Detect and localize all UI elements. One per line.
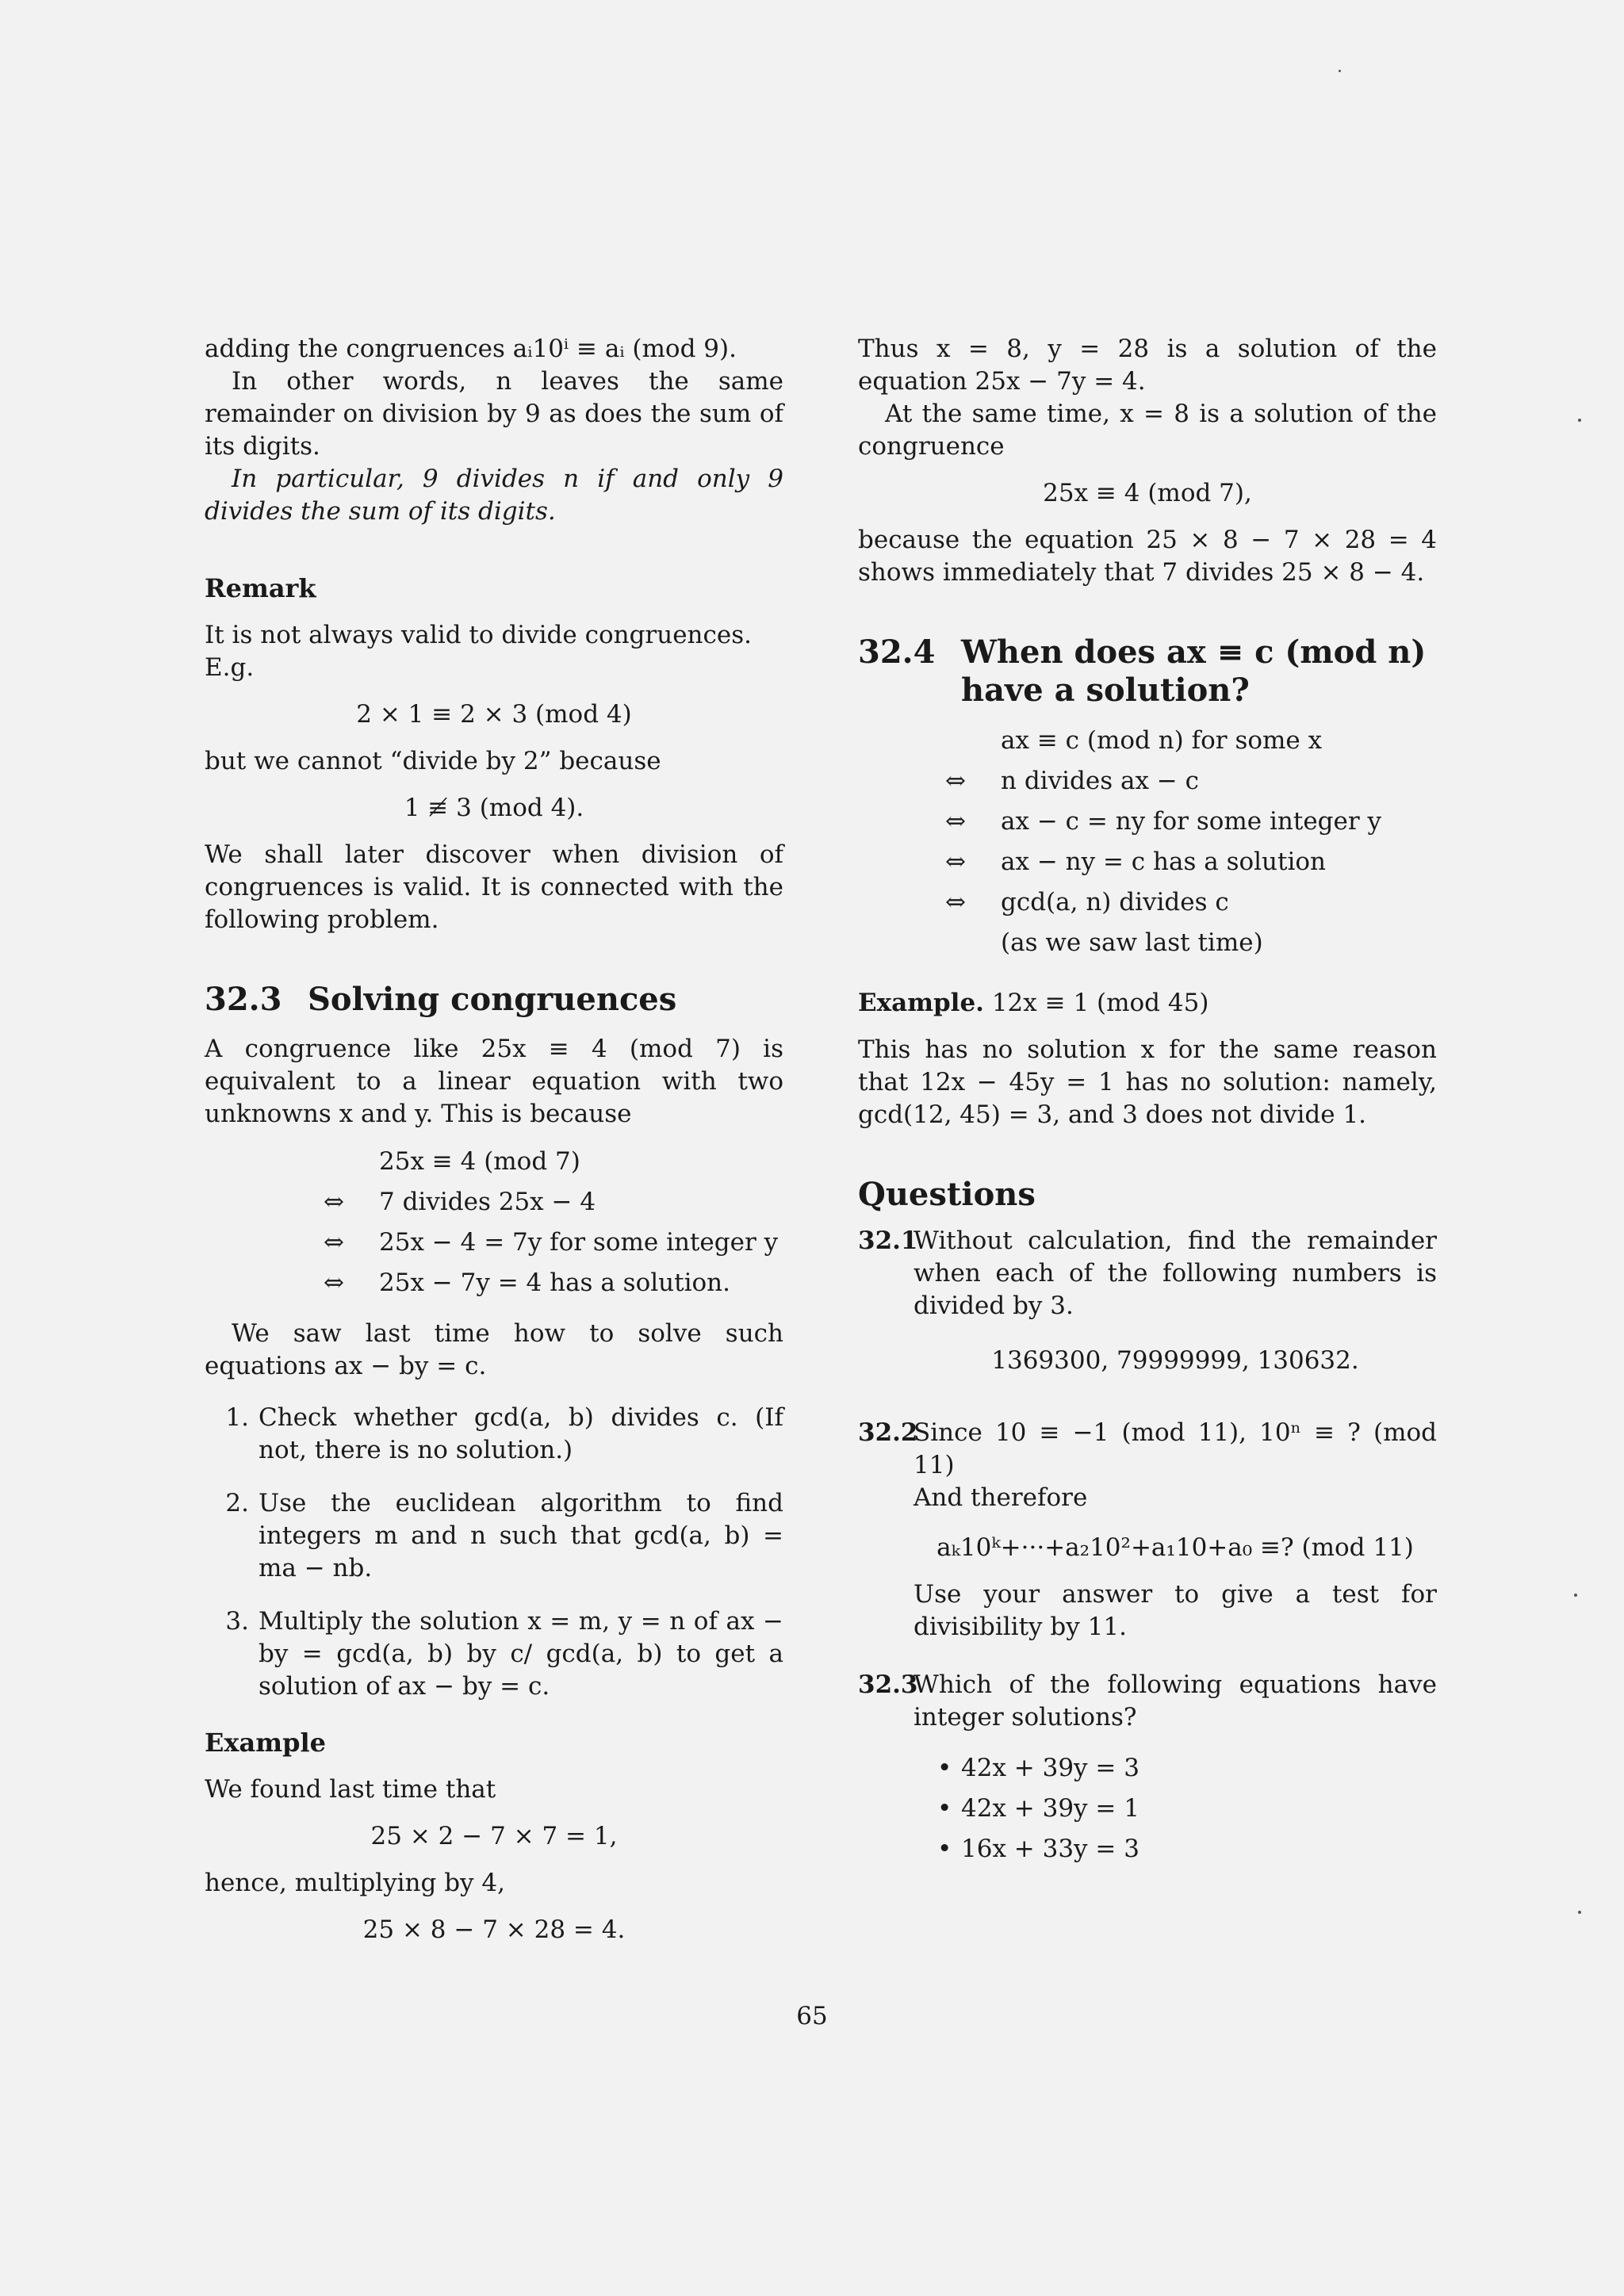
chain-row bbox=[945, 761, 1437, 802]
paragraph-solution: Thus x = 8, y = 28 is a solution of the equation 25x − 7y = 4. bbox=[858, 335, 1437, 396]
steps-list bbox=[205, 1402, 783, 1703]
equation-item: 16x + 33y = 3 bbox=[961, 1835, 1139, 1863]
chain-row bbox=[945, 923, 1437, 963]
left-column bbox=[205, 333, 783, 1961]
remark-equation-1: 2 × 1 ≡ 2 × 3 (mod 4) bbox=[356, 700, 632, 729]
example-text: We found last time that bbox=[205, 1775, 496, 1804]
question-and-therefore: And therefore bbox=[914, 1483, 1088, 1512]
question-number: 32.1 bbox=[858, 1226, 918, 1255]
remark-but: but we cannot “divide by 2” because bbox=[205, 747, 661, 775]
remark-later: We shall later discover when division of congruences is valid. It is connected with the following problem. bbox=[205, 840, 783, 934]
section-number: 32.3 bbox=[205, 981, 282, 1018]
chain-item: 25x ≡ 4 (mod 7) bbox=[379, 1147, 580, 1176]
chain-item: ax ≡ c (mod n) for some x bbox=[1001, 726, 1323, 755]
remark-equation-2: 1 ≢ 3 (mod 4). bbox=[404, 794, 584, 822]
equation-list bbox=[937, 1748, 1437, 1869]
list-item bbox=[205, 1605, 783, 1703]
question-text: Without calculation, find the remainder when each of the following numbers is divided by 3. bbox=[914, 1226, 1437, 1320]
step-number: 2. bbox=[225, 1489, 249, 1517]
section-heading-32-4 bbox=[858, 633, 1437, 710]
iff-arrow-icon: ⇔ bbox=[324, 1228, 344, 1257]
saw-last-time: We saw last time how to solve such equations ax − by = c. bbox=[205, 1319, 783, 1380]
equivalence-chain bbox=[324, 1142, 783, 1303]
question-32-3 bbox=[858, 1669, 1437, 1734]
chain-item: gcd(a, n) divides c bbox=[1001, 888, 1229, 916]
example-heading: Example bbox=[205, 1728, 326, 1758]
list-item bbox=[205, 1402, 783, 1467]
question-text: Since 10 ≡ −1 (mod 11), 10ⁿ ≡ ? (mod 11) bbox=[914, 1418, 1437, 1479]
equation-item: 42x + 39y = 3 bbox=[961, 1754, 1139, 1782]
paragraph-remainder: In other words, n leaves the same remainder on division by 9 as does the sum of its digits. bbox=[205, 367, 783, 461]
section-title: When does ax ≡ c (mod n) have a solution? bbox=[961, 633, 1427, 709]
questions-heading: Questions bbox=[858, 1176, 1036, 1213]
chain-item: 25x − 7y = 4 has a solution. bbox=[379, 1269, 730, 1297]
scan-speck bbox=[1578, 1911, 1581, 1914]
iff-arrow-icon: ⇔ bbox=[945, 848, 966, 876]
scan-speck bbox=[1339, 70, 1341, 72]
bullet-icon: • bbox=[937, 1754, 952, 1782]
question-number: 32.3 bbox=[858, 1670, 918, 1699]
chain-row bbox=[945, 721, 1437, 761]
question-use: Use your answer to give a test for divisibility by 11. bbox=[914, 1580, 1437, 1641]
chain-row bbox=[945, 802, 1437, 842]
chain-item: 7 divides 25x − 4 bbox=[379, 1188, 596, 1216]
question-32-2 bbox=[858, 1417, 1437, 1644]
iff-arrow-icon: ⇔ bbox=[324, 1188, 344, 1216]
question-equation: aₖ10ᵏ+···+a₂10²+a₁10+a₀ ≡? (mod 11) bbox=[936, 1533, 1414, 1562]
bullet-icon: • bbox=[937, 1794, 952, 1823]
chain-item: ax − c = ny for some integer y bbox=[1001, 807, 1382, 836]
question-text: Which of the following equations have integer solutions? bbox=[914, 1670, 1437, 1732]
example-line bbox=[858, 987, 1437, 1020]
example-equation: 12x ≡ 1 (mod 45) bbox=[991, 989, 1209, 1017]
iff-arrow-icon: ⇔ bbox=[945, 767, 966, 795]
equation-item: 42x + 39y = 1 bbox=[961, 1794, 1139, 1823]
scan-speck bbox=[1574, 1594, 1577, 1597]
paragraph-same-time: At the same time, x = 8 is a solution of the congruence bbox=[858, 400, 1437, 461]
right-column bbox=[858, 333, 1437, 1869]
chain-row bbox=[324, 1142, 783, 1182]
remark-text: It is not always valid to divide congruences. E.g. bbox=[205, 621, 752, 682]
list-item bbox=[937, 1748, 1437, 1789]
step-number: 3. bbox=[225, 1607, 249, 1636]
chain-item: 25x − 4 = 7y for some integer y bbox=[379, 1228, 779, 1257]
scan-speck bbox=[1578, 419, 1581, 422]
congruence-equation: 25x ≡ 4 (mod 7), bbox=[1043, 479, 1252, 507]
chain-row bbox=[945, 842, 1437, 882]
section-number: 32.4 bbox=[858, 633, 936, 671]
example-equation-2: 25 × 8 − 7 × 28 = 4. bbox=[362, 1915, 626, 1944]
chain-row bbox=[324, 1182, 783, 1223]
page-number: 65 bbox=[796, 2002, 828, 2030]
section-heading-32-3 bbox=[205, 981, 783, 1019]
chain-row bbox=[324, 1223, 783, 1263]
example-label: Example. bbox=[858, 989, 984, 1017]
equivalence-chain bbox=[945, 721, 1437, 963]
iff-arrow-icon: ⇔ bbox=[945, 888, 966, 916]
question-numbers: 1369300, 79999999, 130632. bbox=[991, 1346, 1359, 1375]
chain-item: (as we saw last time) bbox=[1001, 928, 1263, 957]
step-text: Multiply the solution x = m, y = n of ax − by = gcd(a, b) by c/ gcd(a, b) to get a solution of ax − by = c. bbox=[259, 1607, 783, 1701]
section-intro: A congruence like 25x ≡ 4 (mod 7) is equivalent to a linear equation with two unknowns x and y. This is because bbox=[205, 1035, 783, 1128]
chain-item: n divides ax − c bbox=[1001, 767, 1199, 795]
step-number: 1. bbox=[225, 1403, 249, 1432]
remark-heading: Remark bbox=[205, 573, 316, 603]
question-number: 32.2 bbox=[858, 1418, 918, 1447]
iff-arrow-icon: ⇔ bbox=[324, 1269, 344, 1297]
list-item bbox=[205, 1487, 783, 1585]
example-equation-1: 25 × 2 − 7 × 7 = 1, bbox=[370, 1822, 618, 1850]
list-item bbox=[937, 1829, 1437, 1869]
list-item bbox=[937, 1789, 1437, 1829]
example-explanation: This has no solution x for the same reason that 12x − 45y = 1 has no solution: namely, gcd(12, 45) = 3, and 3 does not divide 1. bbox=[858, 1035, 1437, 1129]
paragraph-digits-sum: adding the congruences aᵢ10ⁱ ≡ aᵢ (mod 9). bbox=[205, 335, 737, 363]
example-multiply: hence, multiplying by 4, bbox=[205, 1869, 505, 1897]
chain-item: ax − ny = c has a solution bbox=[1001, 848, 1327, 876]
section-title: Solving congruences bbox=[308, 981, 677, 1018]
step-text: Use the euclidean algorithm to find integers m and n such that gcd(a, b) = ma − nb. bbox=[259, 1489, 783, 1582]
paragraph-because: because the equation 25 × 8 − 7 × 28 = 4 shows immediately that 7 divides 25 × 8 − 4. bbox=[858, 526, 1437, 587]
bullet-icon: • bbox=[937, 1835, 952, 1863]
chain-row bbox=[945, 882, 1437, 923]
question-32-1 bbox=[858, 1225, 1437, 1391]
paragraph-divisibility: In particular, 9 divides n if and only 9 divides the sum of its digits. bbox=[205, 465, 783, 526]
chain-row bbox=[324, 1263, 783, 1303]
step-text: Check whether gcd(a, b) divides c. (If not, there is no solution.) bbox=[259, 1403, 783, 1464]
iff-arrow-icon: ⇔ bbox=[945, 807, 966, 836]
